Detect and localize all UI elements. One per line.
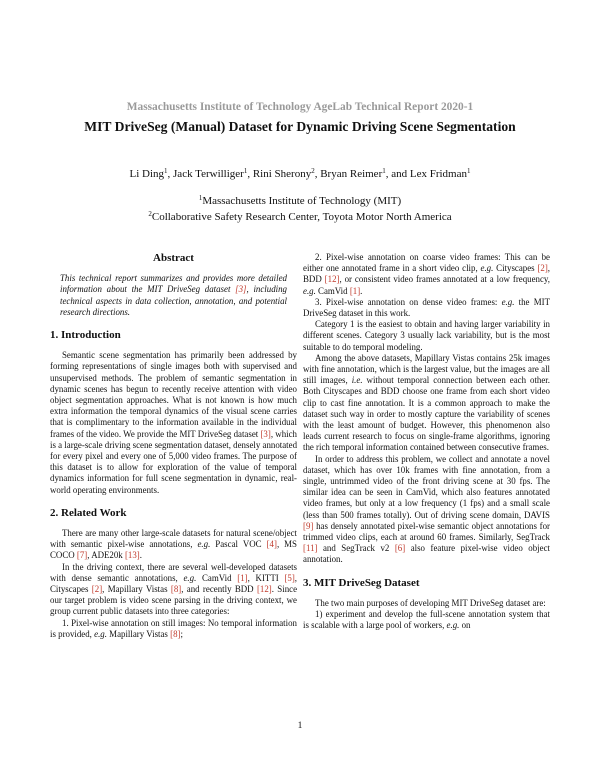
author-name: Rini Sherony — [252, 168, 312, 180]
report-label: Massachusetts Institute of Technology AgeLab Technical Report 2020-1 — [126, 101, 474, 113]
author-list: Li Ding$^1$, Jack Terwilliger$^1$, Rini Sherony$^2$, Bryan Reimer$^1$, and Lex Fridman$^1$ — [129, 167, 471, 180]
report-header — [0, 100, 600, 136]
right-column — [303, 252, 550, 632]
paper-title: MIT DriveSeg (Manual) Dataset for Dynamic Driving Scene Segmentation — [84, 119, 516, 134]
citation-link[interactable]: [4] — [266, 539, 277, 550]
author-affil-mark: 1 — [243, 167, 248, 175]
citation-link[interactable]: [12] — [256, 584, 272, 595]
abstract-heading: Abstract — [153, 252, 194, 264]
left-column — [50, 253, 297, 640]
paragraph: 1. Pixel-wise annotation on still images: No temporal information is provided, e.g. Mapillary Vistas [8]; — [50, 617, 297, 639]
citation-link[interactable]: [6] — [394, 543, 406, 554]
author-name: and Lex Fridman — [391, 168, 467, 180]
section-heading-dataset: 3. MIT DriveSeg Dataset — [303, 576, 420, 589]
affiliation-2 — [0, 209, 600, 225]
citation-link[interactable]: [3] — [235, 284, 247, 295]
affil-number: 2 — [148, 210, 152, 218]
citation-link[interactable]: [2] — [91, 584, 103, 595]
affil-text: Massachusetts Institute of Technology (MIT) — [202, 195, 402, 207]
paragraph: 3. Pixel-wise annotation on dense video frames: e.g. the MIT DriveSeg dataset in this work. — [303, 296, 550, 319]
affiliation-1 — [0, 193, 600, 209]
citation-link[interactable]: [3] — [260, 428, 271, 439]
paragraph: The two main purposes of developing MIT DriveSeg dataset are: — [315, 597, 546, 608]
paragraph: Among the above datasets, Mapillary Vistas contains 25k images with fine annotation, which is the largest value, but the images are all still images, i.e. without temporal connection between each other. Both Cityscapes and BDD choose one frame from each short video clip to cast fine annotation. It is a common approach to make the dataset such way in order to mostly capture the variability of scenes with the least amount of budget. However, this phenomenon also leads current research to focus on single-frame algorithms, ignoring the rich temporal information contained between consecutive frames. — [303, 352, 550, 453]
citation-link[interactable]: [1] — [349, 285, 361, 296]
affil-number: 1 — [198, 194, 203, 202]
author-affil-mark: 2 — [311, 167, 315, 175]
paragraph: In order to address this problem, we collect and annotate a novel dataset, which has over 10k frames with fine annotation, from a single, untrimmed video of the front driving scene at 30 fps. The similar idea can be seen in CamVid, which also features annotated video frames, but only at a low frequency (1 fps) and a small scale (less than 500 frames totally). Out of driving scene domain, DAVIS [9] has densely annotated pixel-wise semantic object annotations for trimmed video clips, each at around 60 frames. Similarly, SegTrack [11] and SegTrack v2 [6] also feature pixel-wise video object annotation. — [303, 453, 550, 565]
paragraph: Category 1 is the easiest to obtain and having larger variability in different scenes. Category 3 usually lack variability, but is the most suitable to do temporal modeling. — [303, 319, 550, 352]
author-name: Li Ding — [129, 168, 165, 180]
citation-link[interactable]: [8] — [170, 628, 181, 639]
section-heading-related-work: 2. Related Work — [50, 506, 127, 519]
paragraph: In the driving context, there are several well-developed datasets with dense semantic annotations, e.g. CamVid [1], KITTI [5], Cityscapes [2], Mapillary Vistas [8], and recently BDD [12]. Since our target problem is video scene parsing in the driving context, we group current public datasets into three categories: — [50, 561, 298, 617]
affiliations — [0, 193, 600, 225]
author-affil-mark: 1 — [467, 167, 471, 175]
citation-link[interactable]: [9] — [303, 520, 314, 531]
section-heading-introduction: 1. Introduction — [50, 329, 121, 342]
citation-link[interactable]: [5] — [284, 572, 295, 583]
abstract-text: This technical report summarizes and provides more detailed information about the MIT DriveSeg dataset [3], including technical aspects in data collection, annotation, and potential research directions. — [60, 273, 287, 317]
citation-link[interactable]: [11] — [303, 543, 318, 554]
citation-link[interactable]: [2] — [537, 263, 548, 274]
author-affil-mark: 1 — [164, 167, 168, 175]
citation-link[interactable]: [12] — [324, 274, 340, 285]
citation-link[interactable]: [7] — [76, 550, 88, 561]
page-number: 1 — [297, 721, 303, 731]
affil-text: Collaborative Safety Research Center, Toyota Motor North America — [151, 211, 452, 223]
citation-link[interactable]: [1] — [237, 572, 248, 583]
citation-link[interactable]: [13] — [124, 550, 140, 561]
paragraph: 1) experiment and develop the full-scene annotation system that is scalable with a large pool of workers, e.g. on — [303, 609, 550, 631]
author-name: Bryan Reimer — [320, 168, 383, 180]
citation-link[interactable]: [8] — [170, 584, 182, 595]
paragraph: There are many other large-scale datasets for natural scene/object with semantic pixel-wise annotations, e.g. Pascal VOC [4], MS COCO [7], ADE20k [13]. — [50, 528, 297, 561]
paragraph: Semantic scene segmentation has primarily been addressed by forming representations of single images both with supervised and unsupervised methods. The problem of semantic segmentation in dynamic scenes has begun to recently receive attention with video object segmentation approaches. What is not known is how much extra information the temporal dynamics of the visual scene carries that is complimentary to the information available in the individual frames of the video. We provide the MIT DriveSeg dataset [3], which is a large-scale driving scene segmentation dataset, densely annotated for every pixel and every one of 5,000 video frames. The purpose of this dataset is to allow for exploration of the value of temporal dynamics information for full scene segmentation in dynamic, real-world operating environments. — [50, 350, 298, 495]
author-affil-mark: 1 — [382, 167, 386, 175]
paragraph: 2. Pixel-wise annotation on coarse video frames: This can be either one annotated frame in a short video clip, e.g. Cityscapes [2], BDD [12], or consistent video frames annotated at a low frequency, e.g. CamVid [1]. — [303, 252, 551, 296]
author-name: Jack Terwilliger — [173, 168, 244, 180]
